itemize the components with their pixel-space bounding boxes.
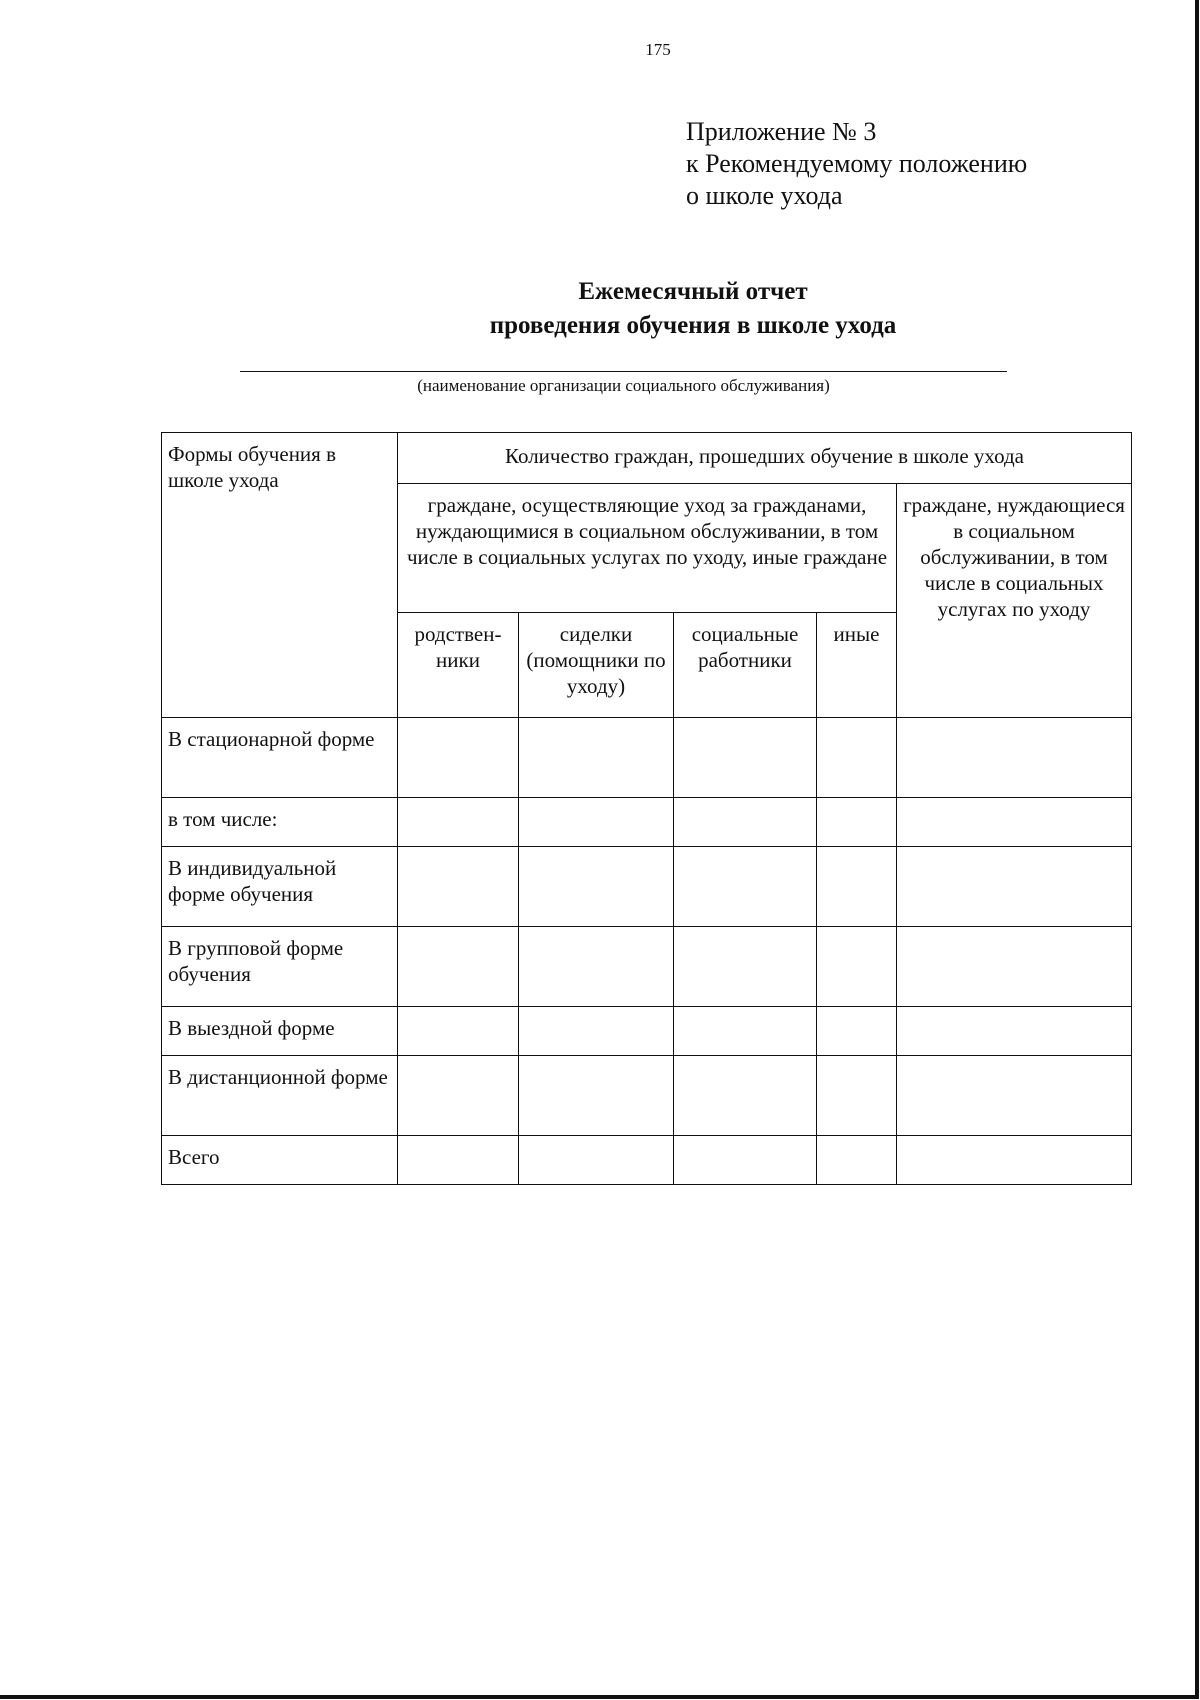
table-cell [674, 847, 817, 927]
row-label: В дистанционной форме [162, 1056, 398, 1136]
report-title-line-1: Ежемесячный отчет [578, 278, 808, 305]
table-cell [817, 718, 897, 798]
table-cell [817, 927, 897, 1007]
header-count: Количество граждан, прошедших обучение в школе ухода [398, 433, 1132, 484]
appendix-line-1: Приложение № 3 [686, 117, 877, 146]
table-cell [897, 798, 1132, 847]
row-label: В стационарной форме [162, 718, 398, 798]
table-cell [674, 798, 817, 847]
table-cell [519, 1007, 674, 1056]
table-cell [398, 798, 519, 847]
row-label: в том числе: [162, 798, 398, 847]
table-cell [398, 1007, 519, 1056]
row-label: В индивидуальной форме обучения [162, 847, 398, 927]
table-cell [519, 1056, 674, 1136]
table-row [162, 1056, 1132, 1136]
subheader-nurses: сиделки (помощники по уходу) [519, 613, 674, 718]
table-cell [817, 847, 897, 927]
appendix-line-2: к Рекомендуемому положению [686, 149, 1028, 178]
table-row [162, 798, 1132, 847]
header-caregivers: граждане, осуществляющие уход за гражданами, нуждающимися в социальном обслуживании, в том числе в социальных услугах по уходу, иные граждане [398, 484, 897, 613]
table-cell [674, 1056, 817, 1136]
table-cell [897, 1056, 1132, 1136]
table-row [162, 1007, 1132, 1056]
table-cell [817, 1056, 897, 1136]
table-cell [897, 1136, 1132, 1185]
table-cell [817, 1136, 897, 1185]
organization-name-line [240, 371, 1007, 372]
table-cell [519, 847, 674, 927]
table-cell [897, 718, 1132, 798]
table-cell [398, 927, 519, 1007]
table-row [162, 1136, 1132, 1185]
row-label: Всего [162, 1136, 398, 1185]
table-cell [519, 718, 674, 798]
table-row [162, 718, 1132, 798]
header-needing-care: граждане, нуждающиеся в социальном обслуживании, в том числе в социальных услугах по уходу [897, 484, 1132, 718]
table-cell [817, 1007, 897, 1056]
table-cell [519, 798, 674, 847]
table-cell [674, 1007, 817, 1056]
table-cell [519, 1136, 674, 1185]
table-cell [674, 927, 817, 1007]
table-cell [519, 927, 674, 1007]
header-forms: Формы обучения в школе ухода [162, 433, 398, 718]
table-cell [897, 847, 1132, 927]
appendix-reference [686, 116, 1027, 212]
table-cell [674, 718, 817, 798]
table-cell [398, 1056, 519, 1136]
table-cell [398, 1136, 519, 1185]
page-number: 175 [645, 40, 671, 59]
table-row [162, 927, 1132, 1007]
row-label: В выездной форме [162, 1007, 398, 1056]
table-cell [897, 1007, 1132, 1056]
appendix-line-3: о школе ухода [686, 181, 843, 210]
table-cell [398, 718, 519, 798]
table-cell [398, 847, 519, 927]
report-title-line-2: проведения обучения в школе ухода [489, 312, 897, 339]
table-cell [897, 927, 1132, 1007]
report-table [161, 432, 1132, 1185]
subheader-social-workers: социальные работники [674, 613, 817, 718]
organization-caption: (наименование организации социального обслуживания) [417, 376, 830, 395]
subheader-others: иные [817, 613, 897, 718]
table-cell [674, 1136, 817, 1185]
subheader-relatives: родствен-ники [398, 613, 519, 718]
table-cell [817, 798, 897, 847]
table-row [162, 847, 1132, 927]
row-label: В групповой форме обучения [162, 927, 398, 1007]
